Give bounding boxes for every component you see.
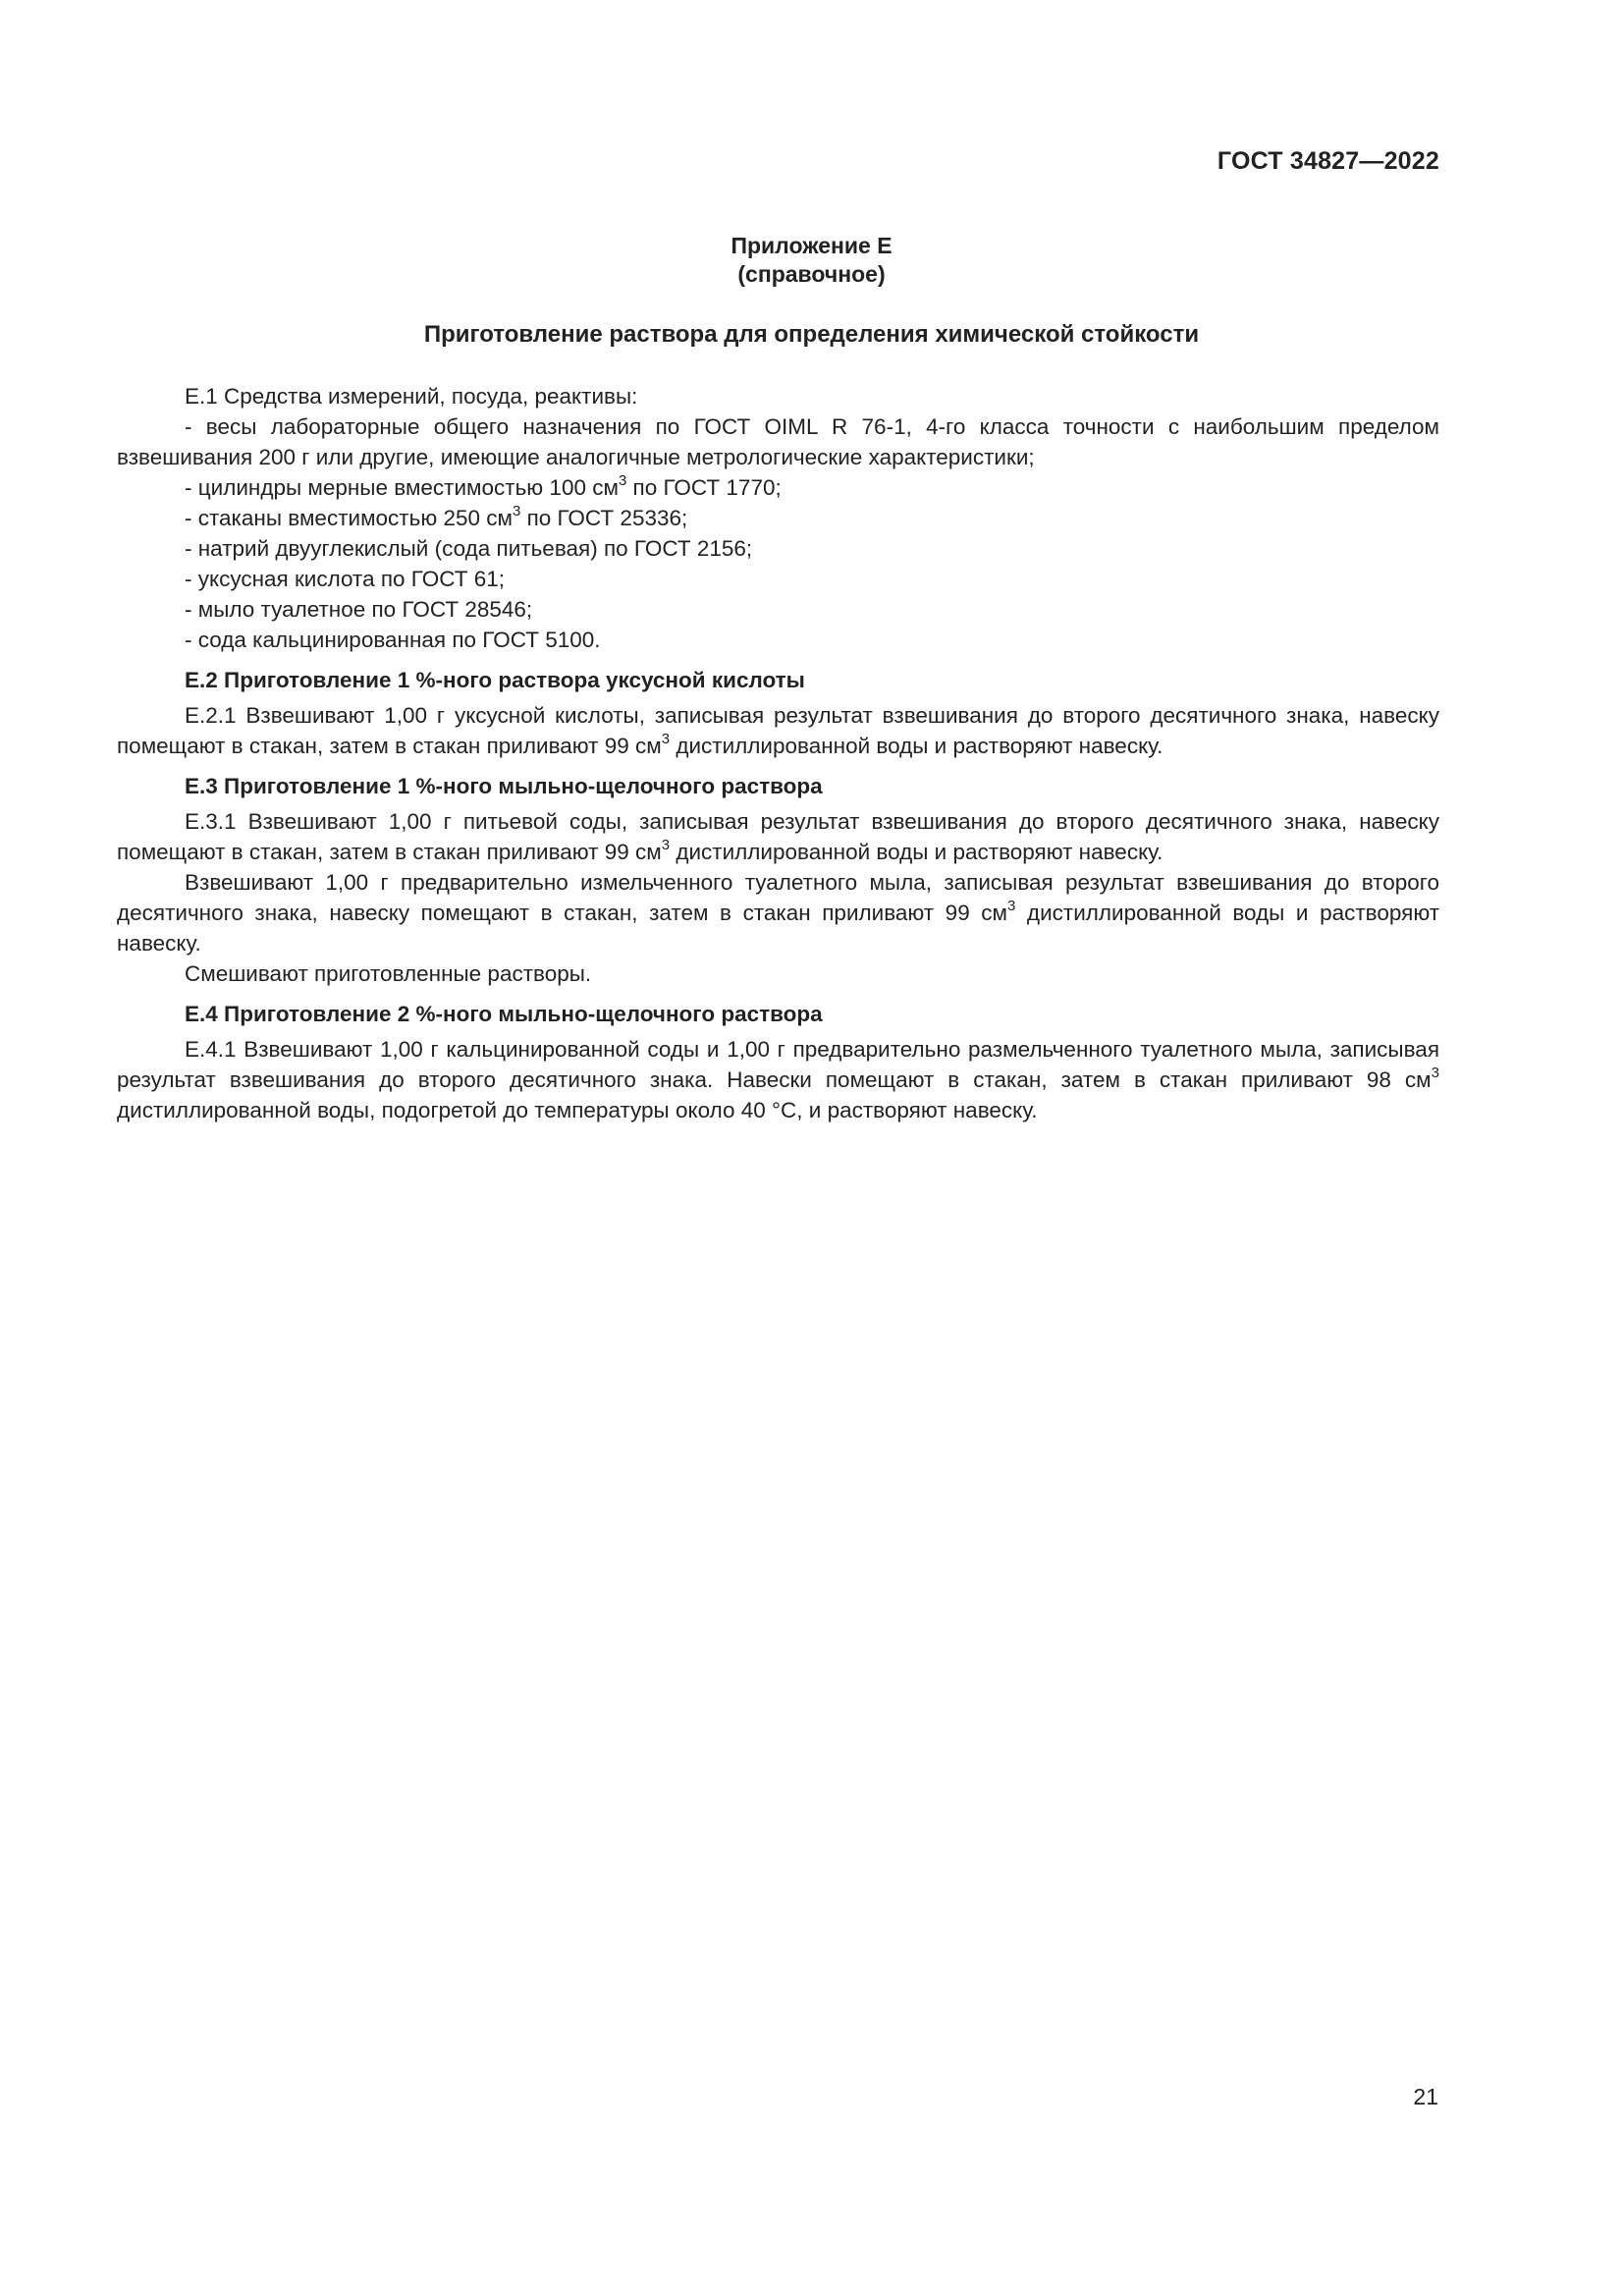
list-item: - мыло туалетное по ГОСТ 28546; — [185, 597, 533, 622]
appendix-type: (справочное) — [737, 261, 886, 287]
page-title: Приготовление раствора для определения химической стойкости — [423, 321, 1200, 348]
list-item: - натрий двууглекислый (сода питьевая) по ГОСТ 2156; — [185, 536, 753, 561]
list-item: - цилиндры мерные вместимостью 100 $см^3$ по ГОСТ 1770; — [185, 471, 782, 500]
appendix-heading — [0, 232, 1623, 289]
list-item: - уксусная кислота по ГОСТ 61; — [185, 567, 505, 591]
section-e4-paragraph: Е.4.1 Взвешивают 1,00 г кальцинированной соды и 1,00 г предварительно размельченного туалетного мыла, записывая результат взвешивания до второго десятичного знака. Навески помещают в стакан, затем в стакан приливают 98 $см^3$ дистиллированной воды, подогретой до температуры около 40 °С, и растворяют навеску. — [117, 1037, 1439, 1122]
document-body — [117, 381, 1439, 1125]
section-e3-paragraph: Смешивают приготовленные растворы. — [185, 961, 592, 986]
list-item: - весы лабораторные общего назначения по ГОСТ OIML R 76-1, 4-го класса точности с наибольшим пределом взвешивания 200 г или другие, имеющие аналогичные метрологические характеристики; — [117, 414, 1439, 469]
section-e1-intro: Е.1 Средства измерений, посуда, реактивы: — [185, 384, 638, 409]
section-e3-heading: Е.3 Приготовление 1 %-ного мыльно-щелочного раствора — [185, 774, 823, 798]
list-item: - сода кальцинированная по ГОСТ 5100. — [185, 628, 601, 652]
page-number: 21 — [1413, 2084, 1438, 2109]
section-e2-paragraph: Е.2.1 Взвешивают 1,00 г уксусной кислоты, записывая результат взвешивания до второго десятичного знака, навеску помещают в стакан, затем в стакан приливают 99 $см^3$ дистиллированной воды и растворяют навеску. — [117, 703, 1439, 758]
document-code: ГОСТ 34827—2022 — [1217, 147, 1439, 175]
section-e4-heading: Е.4 Приготовление 2 %-ного мыльно-щелочного раствора — [185, 1002, 823, 1026]
appendix-label: Приложение Е — [730, 233, 893, 258]
list-item: - стаканы вместимостью 250 $см^3$ по ГОСТ 25336; — [185, 502, 688, 530]
section-e3-paragraph: Взвешивают 1,00 г предварительно измельченного туалетного мыла, записывая результат взвешивания до второго десятичного знака, навеску помещают в стакан, затем в стакан приливают 99 $см^3$ дистиллированной воды и растворяют навеску. — [117, 870, 1440, 956]
section-e2-heading: Е.2 Приготовление 1 %-ного раствора уксусной кислоты — [185, 668, 805, 692]
section-e3-paragraph: Е.3.1 Взвешивают 1,00 г питьевой соды, записывая результат взвешивания до второго десятичного знака, навеску помещают в стакан, затем в стакан приливают 99 $см^3$ дистиллированной воды и растворяют навеску. — [117, 809, 1439, 864]
